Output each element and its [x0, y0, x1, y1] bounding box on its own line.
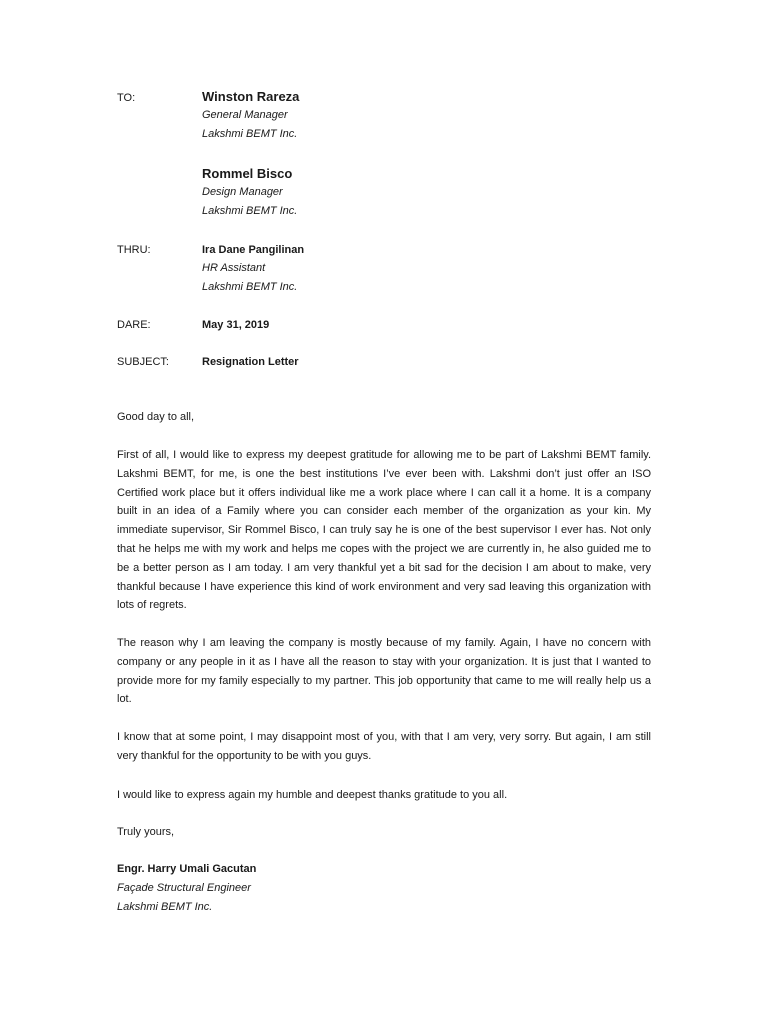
paragraph-reason: The reason why I am leaving the company is mostly because of my family. Again, I have no concern with company or any people in it as I have all the reason to stay with your organization. It is just that I wanted to provide more for my family especially to my partner. This job opportunity that came to me will really help us a lot. [117, 637, 651, 706]
recipient-1-name: Winston Rareza [202, 89, 300, 104]
date-label: DARE: [117, 319, 151, 331]
closing: Truly yours, [117, 826, 175, 838]
paragraph-gratitude: First of all, I would like to express my deepest gratitude for allowing me to be part of Lakshmi BEMT family. Lakshmi BEMT, for me, is one the best institutions I’ve ever been with. Lakshmi don’t just offer an ISO Certified work place but it offers individual like me a work place where I can call it a home. It is a company built in an idea of a Family where you can consider each member of the organization as your kin. My immediate supervisor, Sir Rommel Bisco, I can truly say he is one of the best supervisor I ever has. Not only that he helps me with my work and helps me copes with the project we are currently in, he also guided me to be a better person as I am today. I am very thankful yet a bit sad for the decision I am about to make, very thankful because I have experience this kind of work environment and very sad leaving this organization with lots of regrets. [117, 449, 651, 612]
thru-name: Ira Dane Pangilinan [202, 244, 305, 256]
date-value: May 31, 2019 [202, 319, 270, 331]
subject-value: Resignation Letter [202, 356, 299, 368]
paragraph-apology: I know that at some point, I may disappoint most of you, with that I am very, very sorry. But again, I am still very thankful for the opportunity to be with you guys. [117, 731, 651, 762]
recipient-2-name: Rommel Bisco [202, 166, 293, 181]
thru-company: Lakshmi BEMT Inc. [202, 281, 298, 293]
signature-company: Lakshmi BEMT Inc. [117, 901, 213, 913]
subject-label: SUBJECT: [117, 356, 169, 368]
recipient-1-title: General Manager [202, 109, 288, 121]
recipient-2-company: Lakshmi BEMT Inc. [202, 205, 298, 217]
recipient-1 [202, 89, 299, 146]
paragraph-thanks: I would like to express again my humble and deepest thanks gratitude to you all. [117, 789, 508, 801]
signature-name: Engr. Harry Umali Gacutan [117, 863, 257, 875]
recipient-2-title: Design Manager [202, 186, 283, 198]
recipient-1-company: Lakshmi BEMT Inc. [202, 128, 298, 140]
greeting: Good day to all, [117, 411, 195, 423]
signature-title: Façade Structural Engineer [117, 882, 251, 894]
thru-label: THRU: [117, 244, 151, 256]
to-label: TO: [117, 92, 136, 104]
recipient-2 [202, 166, 297, 223]
thru-recipient [202, 243, 304, 299]
thru-title: HR Assistant [202, 262, 266, 274]
